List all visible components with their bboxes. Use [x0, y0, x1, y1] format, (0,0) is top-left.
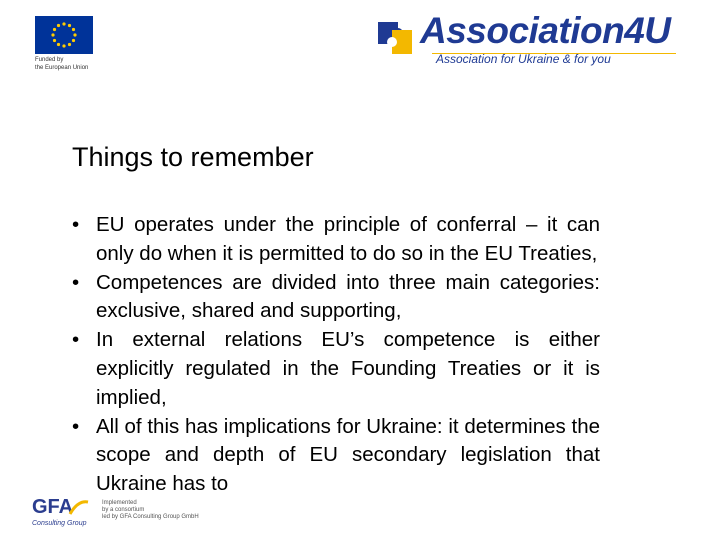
gfa-swoosh-icon [68, 498, 90, 518]
eu-stars-icon [35, 16, 93, 54]
bullet-text: All of this has implications for Ukraine: it determines the scope and depth of EU secondary legislation that Ukraine has to [96, 414, 600, 496]
implemented-by-note [102, 500, 199, 521]
bullet-item [72, 211, 600, 269]
association4u-logo [376, 10, 676, 70]
bullet-dot: • [72, 328, 80, 352]
eu-flag-logo [35, 16, 93, 54]
eu-funding-caption [35, 56, 88, 72]
eu-caption-line: Funded by [35, 57, 64, 63]
bullet-dot: • [72, 414, 80, 438]
bullet-item [72, 326, 600, 412]
implemented-line: led by GFA Consulting Group GmbH [102, 514, 199, 520]
implemented-line: Implemented [102, 500, 137, 506]
puzzle-piece-icon [376, 16, 416, 60]
logo-name: Association4U [420, 10, 671, 51]
bullet-item [72, 269, 600, 327]
bullet-text: Competences are divided into three main categories: exclusive, shared and supporting, [96, 270, 600, 323]
bullet-text: EU operates under the principle of conferral – it can only do when it is permitted to do so in the EU Treaties, [96, 213, 600, 265]
bullet-item [72, 413, 600, 499]
bullet-dot: • [72, 270, 80, 294]
gfa-subtitle: Consulting Group [32, 520, 87, 527]
logo-tagline: Association for Ukraine & for you [436, 52, 611, 66]
eu-caption-line: the European Union [35, 65, 89, 71]
gfa-logo [32, 496, 222, 536]
bullet-dot: • [72, 213, 80, 236]
gfa-name: GFA [32, 496, 74, 518]
implemented-line: by a consortium [102, 507, 145, 513]
bullet-text: In external relations EU’s competence is either explicitly regulated in the Founding Treaties or it is implied, [96, 328, 600, 409]
bullet-list [72, 211, 600, 499]
slide-title: Things to remember [72, 142, 314, 172]
